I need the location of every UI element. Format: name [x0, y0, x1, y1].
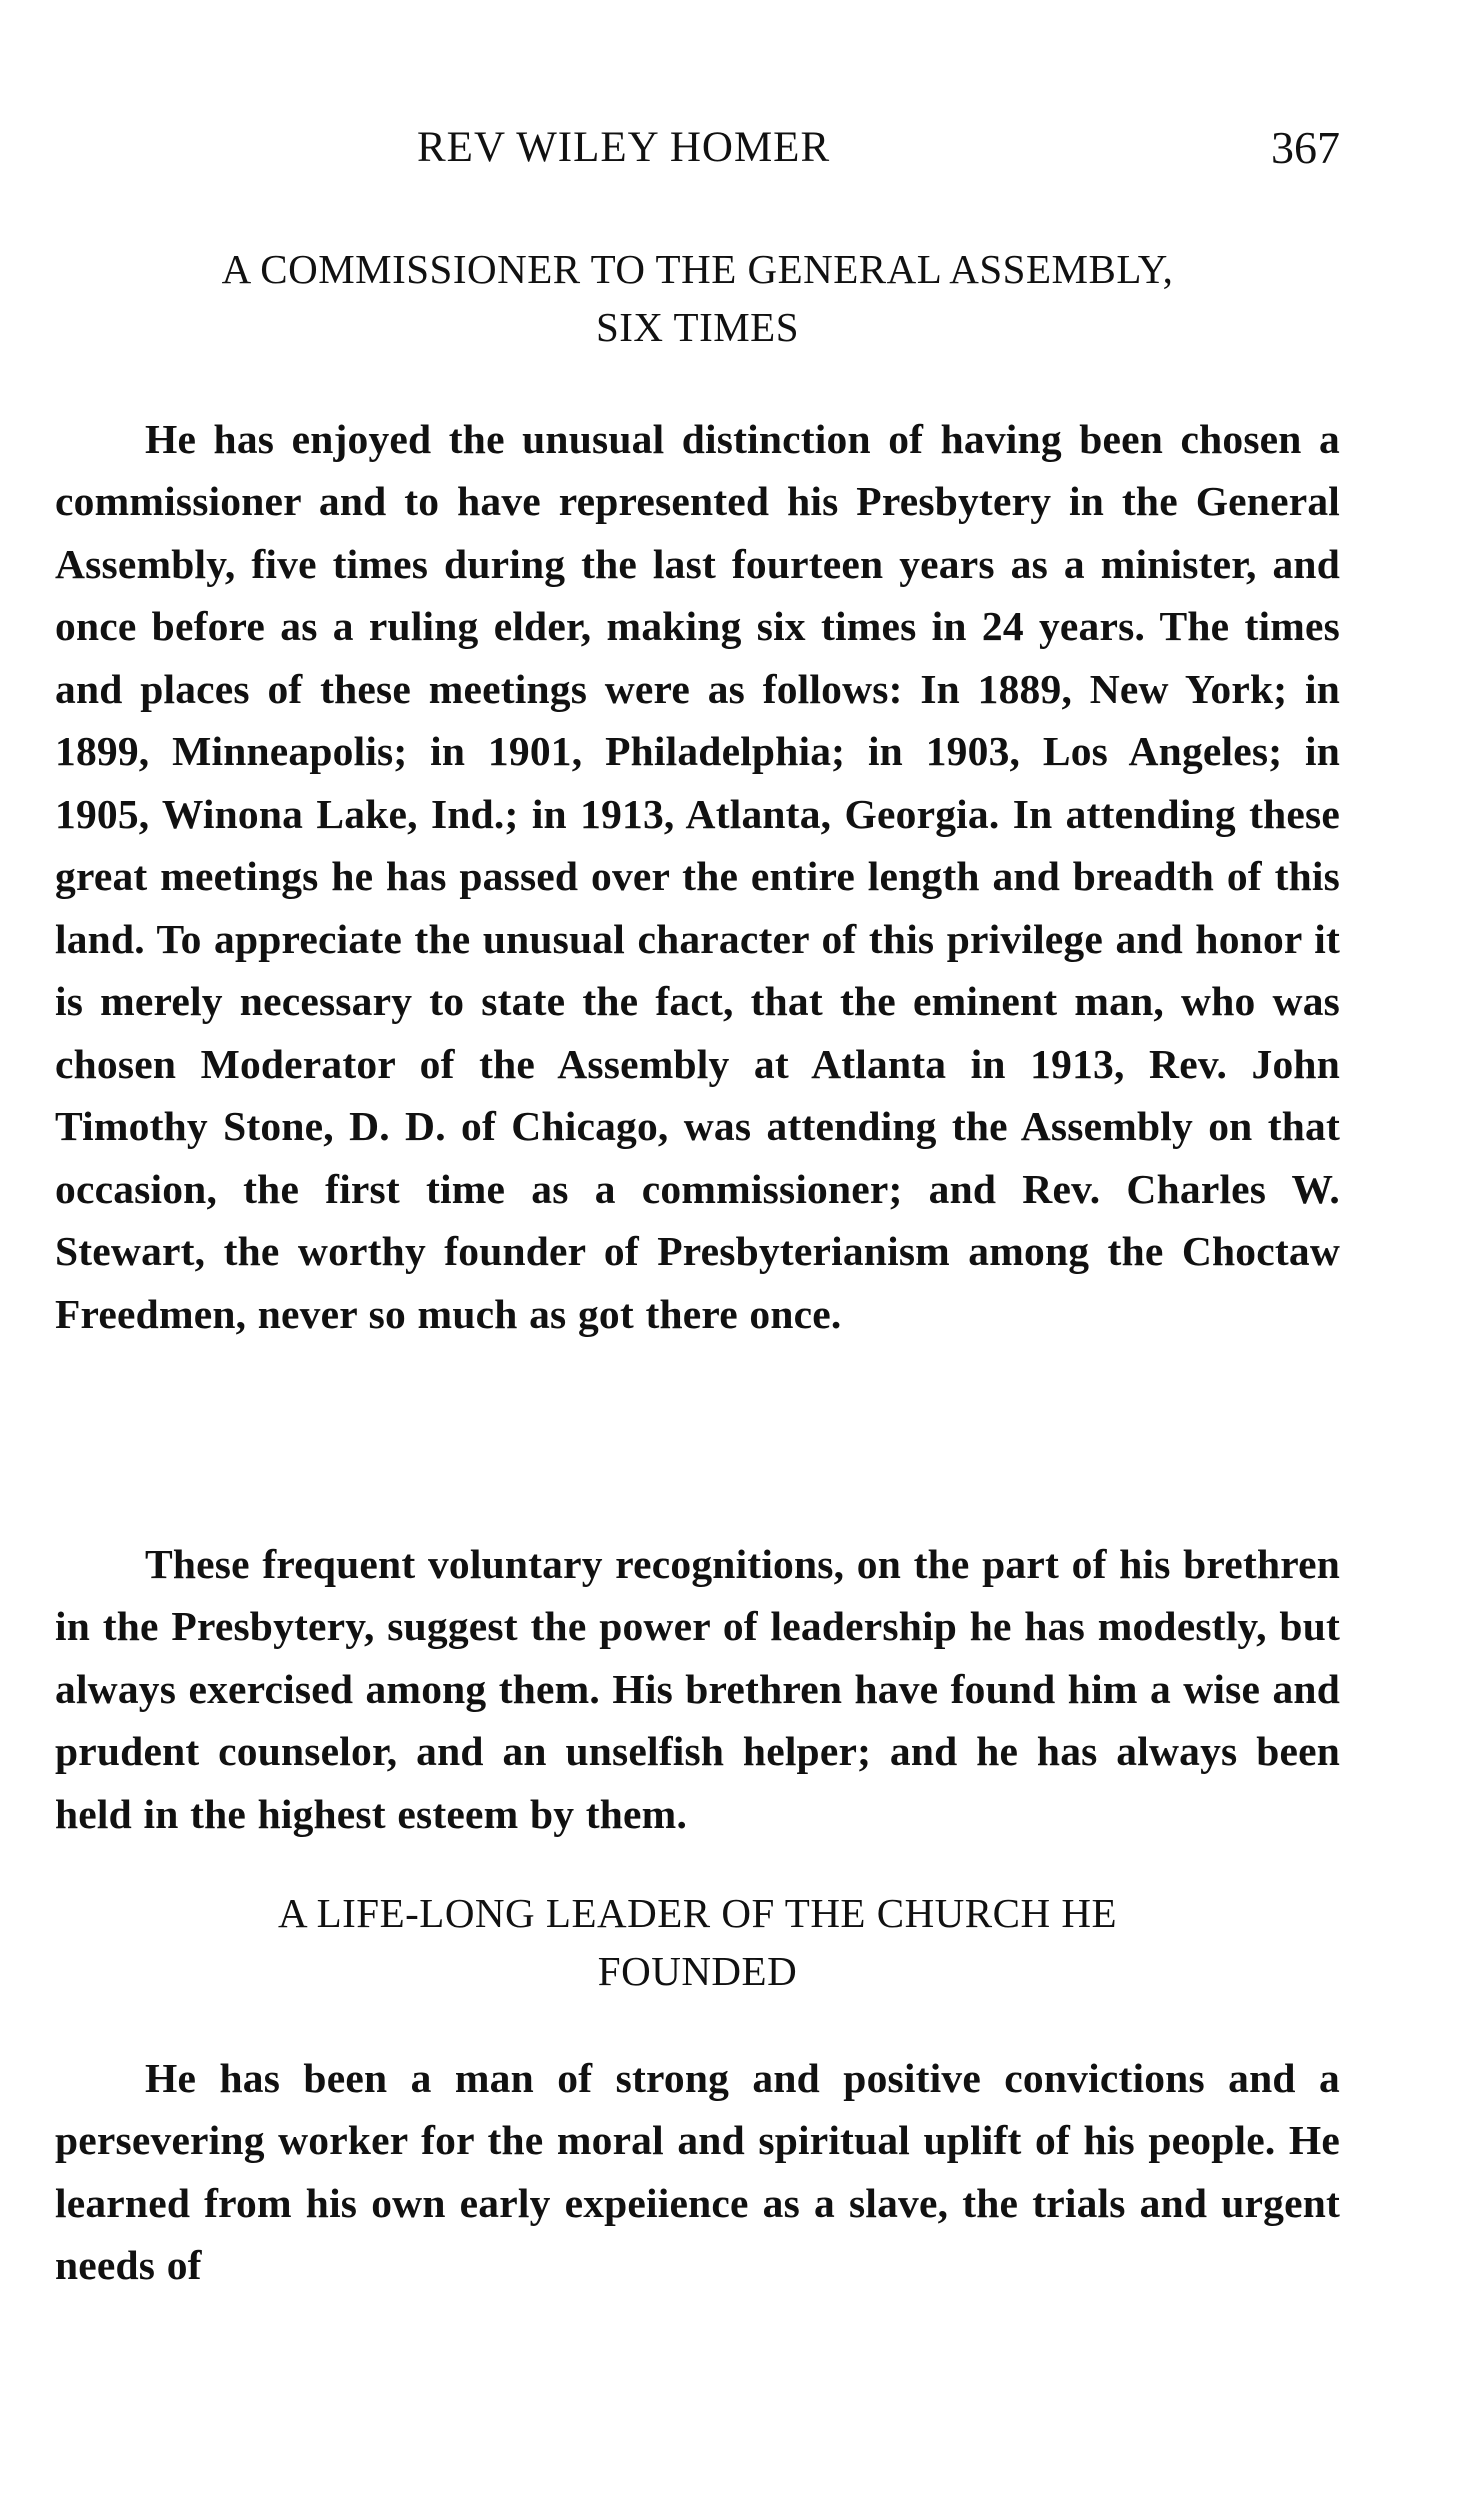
body-paragraph: He has enjoyed the unusual distinction of having been chosen a commissioner and to have represented his Presbytery in the General Assembly, five times during the last fourteen years as a minister, and once before as a ruling elder, making six times in 24 years. The times and places of these meetings were as follows: In 1889, New York; in 1899, Minneapolis; in 1901, Philadelphia; in 1903, Los Angeles; in 1905, Winona Lake, Ind.; in 1913, Atlanta, Georgia. In attending these great meetings he has passed over the entire length and breadth of this land. To appreciate the unusual character of this privilege and honor it is merely necessary to state the fact, that the eminent man, who was chosen Moderator of the Assembly at Atlanta in 1913, Rev. John Timothy Stone, D. D. of Chicago, was attending the Assembly on that occasion, the first time as a commissioner; and Rev. Charles W. Stewart, the worthy founder of Presbyterianism among the Choctaw Freedmen, never so much as got there once.	[55, 415, 1340, 1337]
section-heading-line: A LIFE-LONG LEADER OF THE CHURCH HE	[277, 1890, 1117, 1936]
section-heading-leader	[55, 1884, 1340, 2000]
running-title: REV WILEY HOMER	[417, 124, 831, 171]
section-heading-line: A COMMISSIONER TO THE GENERAL ASSEMBLY,	[221, 246, 1174, 292]
section-heading-commissioner	[55, 240, 1340, 356]
section-heading-line: SIX TIMES	[595, 304, 800, 350]
body-paragraph: These frequent voluntary recognitions, on the part of his brethren in the Presbytery, suggest the power of leadership he has modestly, but always exercised among them. His brethren have found him a wise and prudent counselor, and an unselfish helper; and he has always been held in the highest esteem by them.	[55, 1540, 1340, 1837]
page-number: 367	[1271, 122, 1340, 173]
running-head	[55, 118, 1340, 178]
section-heading-line: FOUNDED	[597, 1948, 798, 1994]
body-paragraph: He has been a man of strong and positive convictions and a persevering worker for the moral and spiritual uplift of his people. He learned from his own early expeiience as a slave, the trials and urgent needs of	[55, 2054, 1340, 2288]
